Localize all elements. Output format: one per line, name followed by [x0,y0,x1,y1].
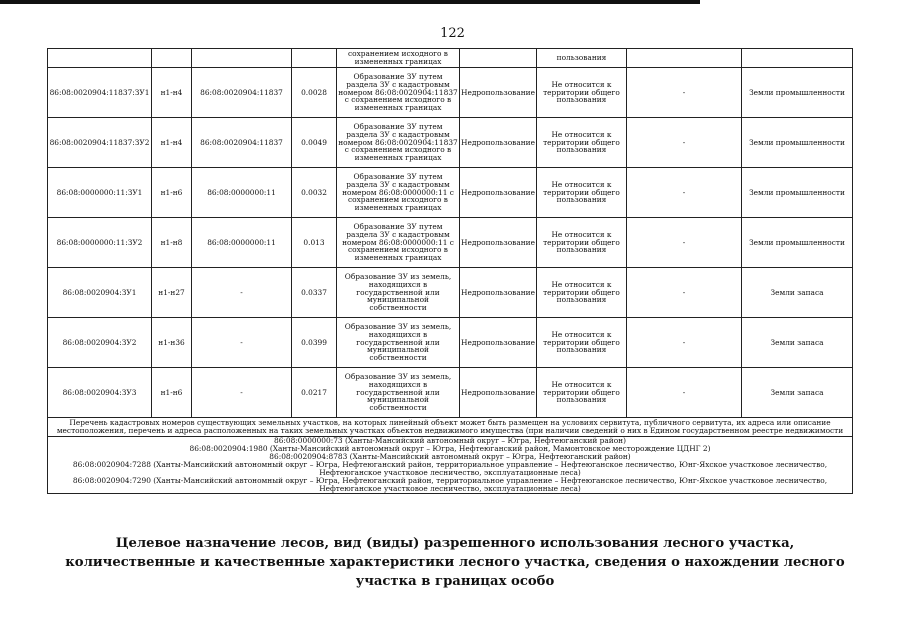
restriction-cell: Не относится к территории общего пользования [537,68,627,118]
category-cell: Земли запаса [742,268,853,318]
table-body [48,49,853,494]
category-cell: Земли промышленности [742,168,853,218]
points-cell: н1-н27 [152,268,192,318]
description-cell: Образование ЗУ из земель, находящихся в государственной или муниципальной собственности [337,268,460,318]
category-cell: Земли промышленности [742,218,853,268]
area-cell [292,49,337,68]
right-type-cell: Недропользование [460,268,537,318]
category-cell: Земли промышленности [742,118,853,168]
source-number-cell: - [192,368,292,418]
area-cell: 0.0032 [292,168,337,218]
table-row [48,218,853,268]
table-row [48,368,853,418]
right-type-cell: Недропользование [460,318,537,368]
source-number-cell: 86:08:0000000:11 [192,218,292,268]
category-cell: Земли запаса [742,368,853,418]
page-number: 122 [440,26,465,41]
area-cell: 0.0399 [292,318,337,368]
right-type-cell: Недропользование [460,68,537,118]
source-number-cell: 86:08:0020904:11837 [192,68,292,118]
cadastral-number-cell: 86:08:0020904:ЗУ3 [48,368,152,418]
points-cell: н1-н6 [152,368,192,418]
top-rule [0,0,700,4]
points-cell: н1-н6 [152,168,192,218]
description-cell: Образование ЗУ путем раздела ЗУ с кадастровым номером 86:08:0020904:11837 с сохранением исходного в измененных границах [337,118,460,168]
encumbrance-cell: - [627,118,742,168]
points-cell: н1-н4 [152,68,192,118]
restriction-cell: Не относится к территории общего пользования [537,218,627,268]
parcel-entry: 86:08:0000000:73 (Ханты-Мансийский автономный округ – Югра, Нефтеюганский район) [274,436,626,445]
points-cell: н1-н8 [152,218,192,268]
table-row [48,268,853,318]
cadastral-number-cell: 86:08:0000000:11:ЗУ2 [48,218,152,268]
encumbrance-cell: - [627,218,742,268]
section-heading: Целевое назначение лесов, вид (виды) разрешенного использования лесного участка, количественные и качественные характеристики лесного участка, сведения о нахождении лесного участка в границах особо [65,536,845,589]
points-cell: н1-н36 [152,318,192,368]
cadastral-number-cell: 86:08:0000000:11:ЗУ1 [48,168,152,218]
description-cell: Образование ЗУ путем раздела ЗУ с кадастровым номером 86:08:0000000:11 с сохранением исходного в измененных границах [337,168,460,218]
description-cell: Образование ЗУ из земель, находящихся в государственной или муниципальной собственности [337,318,460,368]
restriction-cell: Не относится к территории общего пользования [537,118,627,168]
right-type-cell [460,49,537,68]
encumbrance-cell: - [627,268,742,318]
cadastral-number-cell: 86:08:0020904:11837:ЗУ2 [48,118,152,168]
points-cell [152,49,192,68]
right-type-cell: Недропользование [460,168,537,218]
parcels-list-cell [48,437,853,494]
parcel-entry: 86:08:0020904:7288 (Ханты-Мансийский автономный округ – Югра, Нефтеюганский район, территориальное управление – Нефтеюганское лесничество, Юнг-Яхское участковое лесничество, Нефтеюганское участковое лесничество, эксплуатационные леса) [72,459,828,477]
restriction-cell: Не относится к территории общего пользования [537,318,627,368]
description-cell: Образование ЗУ путем раздела ЗУ с кадастровым номером 86:08:0020904:11837 с сохранением исходного в измененных границах [337,68,460,118]
source-number-cell: 86:08:0000000:11 [192,168,292,218]
cadastral-number-cell: 86:08:0020904:ЗУ1 [48,268,152,318]
area-cell: 0.0049 [292,118,337,168]
restriction-cell: Не относится к территории общего пользования [537,168,627,218]
description-cell: сохранением исходного в измененных границах [337,49,460,68]
table-row [48,118,853,168]
area-cell: 0.0028 [292,68,337,118]
encumbrance-cell: - [627,68,742,118]
note-row [48,418,853,437]
description-cell: Образование ЗУ путем раздела ЗУ с кадастровым номером 86:08:0000000:11 с сохранением исходного в измененных границах [337,218,460,268]
restriction-cell: Не относится к территории общего пользования [537,268,627,318]
category-cell [742,49,853,68]
encumbrance-cell: - [627,168,742,218]
parcels-list-row [48,437,853,494]
source-number-cell: - [192,268,292,318]
area-cell: 0.0217 [292,368,337,418]
right-type-cell: Недропользование [460,118,537,168]
parcel-entry: 86:08:0020904:7290 (Ханты-Мансийский автономный округ – Югра, Нефтеюганский район, территориальное управление – Нефтеюганское лесничество, Юнг-Яхское участковое лесничество, Нефтеюганское участковое лесничество, эксплуатационные леса) [72,475,828,493]
table-row [48,168,853,218]
encumbrance-cell: - [627,368,742,418]
area-cell: 0.013 [292,218,337,268]
points-cell: н1-н4 [152,118,192,168]
category-cell: Земли промышленности [742,68,853,118]
cadastral-number-cell [48,49,152,68]
restriction-cell: пользования [537,49,627,68]
description-cell: Образование ЗУ из земель, находящихся в государственной или муниципальной собственности [337,368,460,418]
table-row [48,49,853,68]
land-parcels-table [47,48,853,494]
encumbrance-cell [627,49,742,68]
category-cell: Земли запаса [742,318,853,368]
right-type-cell: Недропользование [460,218,537,268]
area-cell: 0.0337 [292,268,337,318]
parcel-entry: 86:08:0020904:1980 (Ханты-Мансийский автономный округ – Югра, Нефтеюганский район, Мамонтовское месторождение ЦДНГ 2) [189,443,711,453]
cadastral-number-cell: 86:08:0020904:ЗУ2 [48,318,152,368]
parcel-entry: 86:08:0020904:8783 (Ханты-Мансийский автономный округ – Югра, Нефтеюганский район) [269,451,631,461]
source-number-cell [192,49,292,68]
source-number-cell: - [192,318,292,368]
restriction-cell: Не относится к территории общего пользования [537,368,627,418]
cadastral-number-cell: 86:08:0020904:11837:ЗУ1 [48,68,152,118]
table-row [48,68,853,118]
right-type-cell: Недропользование [460,368,537,418]
encumbrance-cell: - [627,318,742,368]
table-row [48,318,853,368]
source-number-cell: 86:08:0020904:11837 [192,118,292,168]
note-cell: Перечень кадастровых номеров существующих земельных участков, на которых линейный объект может быть размещен на условиях сервитута, публичного сервитута, их адреса или описание местоположения, перечень и адреса расположенных на таких земельных участках объектов недвижимого имущества (при наличии сведений о них в Едином государственном реестре недвижимости [48,418,853,437]
